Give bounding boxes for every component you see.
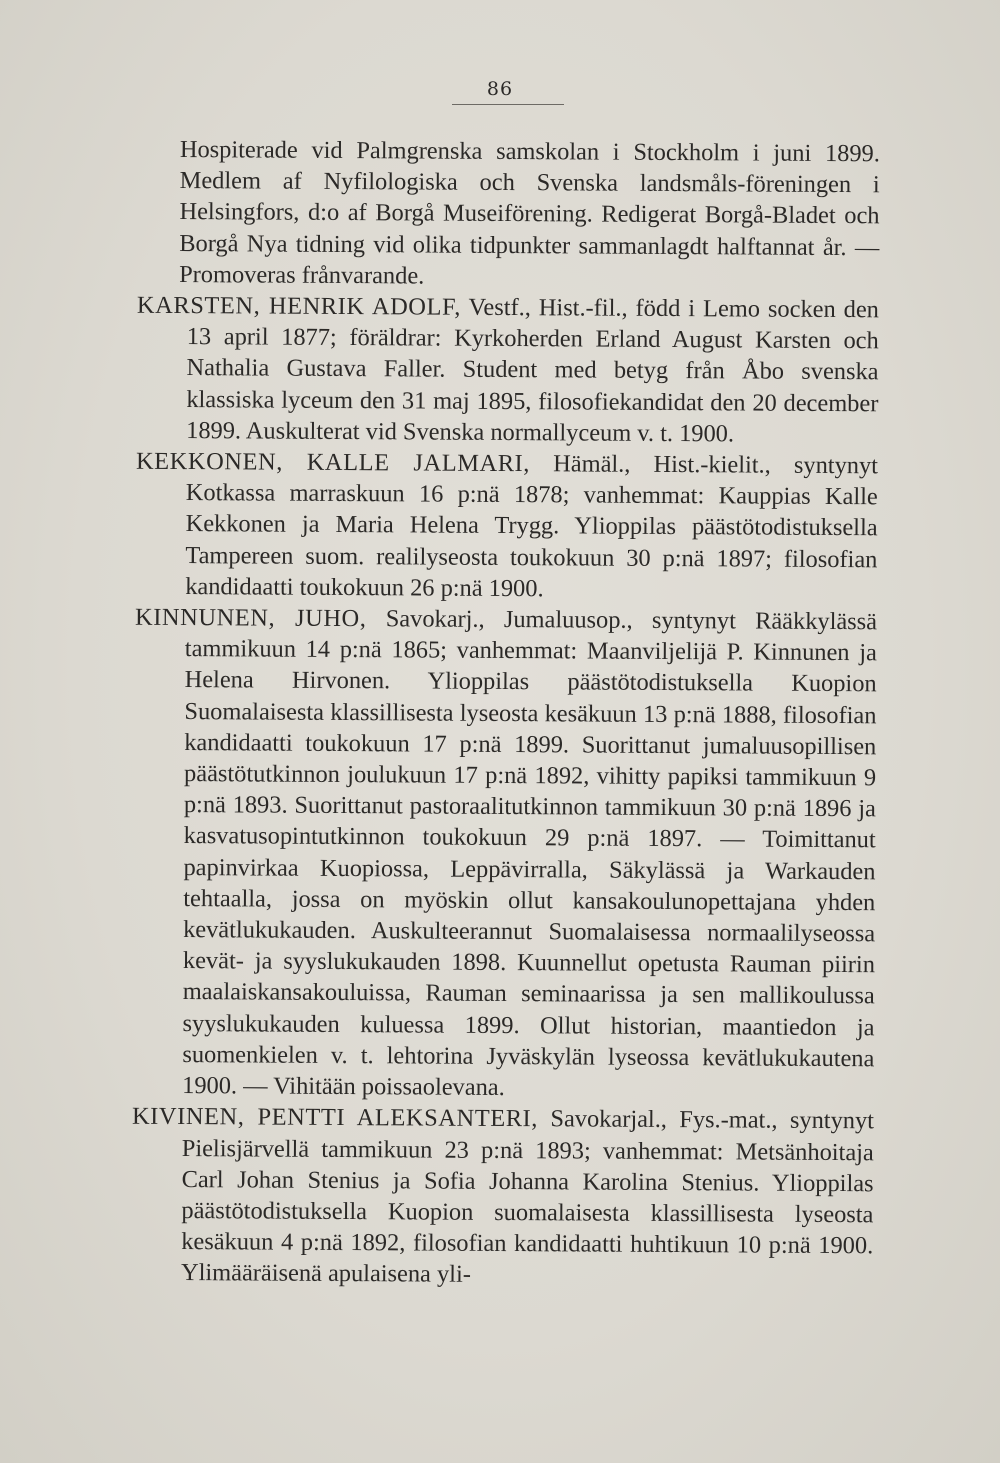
entry-text: Hämäl., Hist.-kielit., syntynyt Kotkassa marraskuun 16 p:nä 1878; vanhemmat: Kauppias Kalle Kekkonen ja Maria Helena Trygg. Ylioppilas päästötodistuksella Tampereen suom. realilyseosta toukokuun 30 p:nä 1897; filosofian kandidaatti toukokuun 26 p:nä 1900. bbox=[185, 450, 879, 603]
entry-name: KARSTEN, HENRIK ADOLF, bbox=[136, 291, 462, 321]
entry-kekkonen bbox=[135, 446, 879, 606]
entry-text: Hospiterade vid Palmgrenska samskolan i Stockholm i juni 1899. Medlem af Nyfilologiska och Svenska landsmåls-föreningen i Helsingfors, d:o af Borgå Museiförening. Redigerat Borgå-Bladet och Borgå Nya tidning vid olika tidpunkter sammanlagdt halftannat år. — Promoveras frånvarande. bbox=[179, 135, 880, 290]
entry-karsten bbox=[136, 290, 880, 450]
entry-name: KINNUNEN, JUHO, bbox=[134, 603, 367, 633]
header-rule bbox=[452, 104, 564, 105]
entry-text: Vestf., Hist.-fil., född i Lemo socken den 13 april 1877; föräldrar: Kyrkoherden Erland August Karsten och Nathalia Gustava Faller. Student med betyg från Åbo svenska klassiska lyceum den 31 maj 1895, filosofiekandidat den 20 december 1899. Auskulterat vid Svenska normallyceum v. t. 1900. bbox=[186, 293, 880, 448]
entry-name: KEKKONEN, KALLE JALMARI, bbox=[135, 447, 531, 478]
entry-name: KIVINEN, PENTTI ALEKSANTERI, bbox=[131, 1103, 539, 1133]
entry-text: Savokarjal., Fys.-mat., syntynyt Pielisjärvellä tammikuun 23 p:nä 1893; vanhemmat: Metsänhoitaja Carl Johan Stenius ja Sofia Johanna Karolina Stenius. Ylioppilas päästötodistuksella Kuopion suomalaisesta klassillisesta lyseosta kesäkuun 4 p:nä 1892, filosofian kandidaatti huhtikuun 10 p:nä 1900. Ylimääräisenä apulaisena yli- bbox=[180, 1105, 875, 1289]
entry-kinnunen bbox=[134, 602, 878, 1106]
page-number: 86 bbox=[486, 78, 514, 100]
continued-paragraph bbox=[179, 134, 880, 294]
text-body bbox=[131, 134, 880, 1293]
entry-text: Savokarj., Jumaluusop., syntynyt Rääkkylässä tammikuun 14 p:nä 1865; vanhemmat: Maanviljelijä P. Kinnunen ja Helena Hirvonen. Ylioppilas päästötodistuksella Kuopion Suomalaisesta klassillisesta lyseosta kesäkuun 13 p:nä 1888, filosofian kandidaatti toukokuun 17 p:nä 1899. Suorittanut jumaluusopillisen päästötutkinnon joulukuun 17 p:nä 1892, vihitty papiksi tammikuun 9 p:nä 1893. Suorittanut pastoraalitutkinnon tammikuun 30 p:nä 1896 ja kasvatusopintutkinnon toukokuun 29 p:nä 1897. — Toimittanut papinvirkaa Kuopiossa, Leppävirralla, Säkylässä ja Warkauden tehtaalla, jossa on myöskin ollut kansakoulunopettajana yhden kevätlukukauden. Auskulteerannut Suomalaisessa normaalilyseossa kevät- ja syyslukukauden 1898. Kuunnellut opetusta Rauman piirin maalaiskansakouluissa, Rauman seminaarissa ja sen mallikoulussa syyslukukauden kuluessa 1899. Ollut historian, maantiedon ja suomenkielen v. t. lehtorina Jyväskylän lyseossa kevätlukukautena 1900. — Vihitään poissaolevana. bbox=[182, 605, 878, 1102]
entry-kivinen bbox=[131, 1101, 875, 1292]
